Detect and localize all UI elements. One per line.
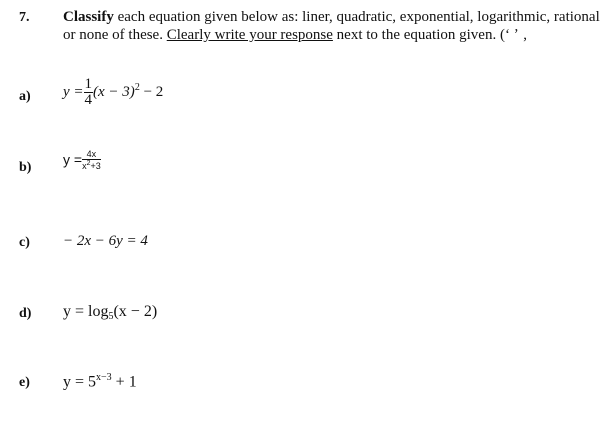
- question-number: 7.: [19, 10, 30, 25]
- eq-a-body: (x − 3): [93, 83, 135, 100]
- eq-b-denominator: [82, 160, 101, 171]
- eq-d-lhs: y = log: [63, 303, 109, 320]
- question-prompt-line-1: [63, 9, 600, 26]
- prompt-underlined-instruction: Clearly write your response: [166, 27, 333, 43]
- question-prompt-line-2: [63, 27, 527, 44]
- equation-b: [63, 150, 101, 171]
- part-e-label: e): [19, 375, 30, 390]
- prompt-line-1-text: each equation given below as: liner, quadratic, exponential, logarithmic, rational: [113, 9, 600, 25]
- eq-e-lhs: y = 5: [63, 373, 97, 391]
- eq-a-lhs: y =: [63, 83, 84, 100]
- eq-b-den-exponent: 2: [86, 160, 91, 167]
- eq-b-den-base: x: [82, 161, 87, 171]
- eq-b-den-tail: +3: [90, 161, 101, 171]
- eq-a-tail: − 2: [139, 83, 164, 100]
- eq-a-numerator: 1: [84, 76, 93, 92]
- part-c-label: c): [19, 235, 30, 250]
- eq-d-argument: (x − 2): [113, 303, 158, 320]
- equation-d: [63, 303, 157, 322]
- prompt-line-2-post: next to the equation given. (‘ ʼ ‚: [332, 27, 528, 43]
- eq-a-denominator: 4: [84, 92, 93, 108]
- eq-b-fraction: [82, 150, 101, 171]
- eq-e-tail: + 1: [111, 373, 137, 391]
- part-d-label: d): [19, 306, 32, 321]
- equation-a: [63, 77, 163, 108]
- equation-c: − 2x − 6y = 4: [63, 233, 148, 249]
- eq-b-numerator: 4x: [82, 150, 101, 160]
- eq-a-exponent: 2: [134, 81, 140, 93]
- eq-b-lhs: y =: [63, 151, 83, 168]
- prompt-line-2-pre: or none of these.: [63, 27, 167, 43]
- part-a-label: a): [19, 89, 31, 104]
- eq-d-base: 5: [108, 311, 114, 322]
- prompt-bold-word: Classify: [63, 9, 114, 25]
- eq-e-exponent: x−3: [96, 372, 112, 383]
- eq-a-fraction: [84, 77, 94, 108]
- part-b-label: b): [19, 160, 32, 175]
- equation-e: [63, 372, 137, 391]
